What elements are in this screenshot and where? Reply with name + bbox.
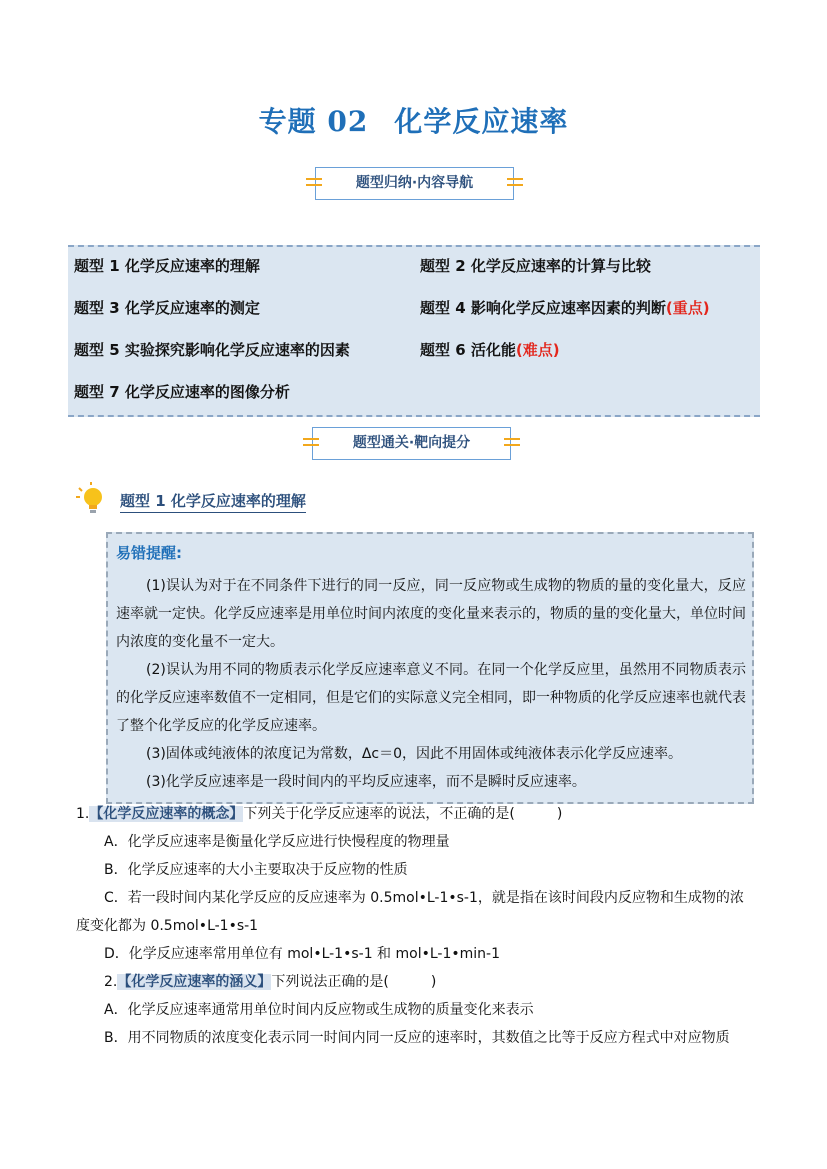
title-text: 化学反应速率 [394,105,569,138]
nav-item-label: 题型 2 化学反应速率的计算与比较 [420,257,651,275]
difficulty-tag: (难点) [515,341,560,359]
question-tag: 【化学反应速率的概念】 [89,806,244,822]
question-tag: 【化学反应速率的涵义】 [117,974,272,990]
nav-item-6[interactable] [420,339,560,360]
nav-item-2[interactable] [420,255,651,276]
tip-paragraph: (1)误认为对于在不同条件下进行的同一反应，同一反应物或生成物的物质的量的变化量大，反应速率就一定快。化学反应速率是用单位时间内浓度的变化量来表示的，物质的量的变化量大，单位时间内浓度的变化量不一定大。 [116,578,746,650]
nav-item-label: 题型 7 化学反应速率的图像分析 [74,383,290,401]
question-text: 下列说法正确的是( ) [271,974,437,990]
lightbulb-icon [76,482,106,518]
question-option: A．化学反应速率通常用单位时间内反应物或生成物的质量变化来表示 [104,1002,534,1018]
banner-right-mark-icon [504,438,520,450]
page-title [0,100,827,140]
tip-title: 易错提醒: [116,544,182,562]
nav-item-3[interactable] [74,297,260,318]
banner-left-mark-icon [306,178,322,190]
key-point-tag: (重点) [665,299,710,317]
question-text: 下列关于化学反应速率的说法，不正确的是( ) [243,806,563,822]
question-option: B．用不同物质的浓度变化表示同一时间内同一反应的速率时，其数值之比等于反应方程式中对应物质 [104,1030,730,1046]
nav-item-label: 题型 4 影响化学反应速率因素的判断 [420,299,666,317]
question-number: 1. [76,806,90,822]
nav-item-label: 题型 6 活化能 [420,341,516,359]
tip-paragraph: (2)误认为用不同的物质表示化学反应速率意义不同。在同一个化学反应里，虽然用不同物质表示的化学反应速率数值不一定相同，但是它们的实际意义完全相同，即一种物质的化学反应速率也就代表了整个化学反应的化学反应速率。 [116,662,746,734]
question-stem [76,800,756,828]
question-stem [76,968,756,996]
nav-banner [315,167,514,200]
nav-item-1[interactable] [74,255,260,276]
content-navigation [68,245,760,417]
nav-item-label: 题型 1 化学反应速率的理解 [74,257,260,275]
practice-banner [312,427,511,460]
question-option: C．若一段时间内某化学反应的反应速率为 0.5mol•L-1•s-1，就是指在该时间段内反应物和生成物的浓度变化都为 0.5mol•L-1•s-1 [76,890,744,934]
nav-item-label: 题型 3 化学反应速率的测定 [74,299,260,317]
tip-paragraph: (3)化学反应速率是一段时间内的平均反应速率，而不是瞬时反应速率。 [146,774,586,790]
question-option: B．化学反应速率的大小主要取决于反应物的性质 [104,862,408,878]
banner-left-mark-icon [303,438,319,450]
tip-paragraph: (3)固体或纯液体的浓度记为常数，Δc＝0，因此不用固体或纯液体表示化学反应速率。 [146,746,683,762]
practice-banner-label: 题型通关·靶向提分 [352,435,471,451]
question-number: 2. [104,974,118,990]
section-title: 题型 1 化学反应速率的理解 [120,490,306,513]
question-option: A．化学反应速率是衡量化学反应进行快慢程度的物理量 [104,834,450,850]
error-tip-box [106,532,754,804]
question-option: D．化学反应速率常用单位有 mol•L-1•s-1 和 mol•L-1•min-1 [104,946,500,962]
banner-right-mark-icon [507,178,523,190]
nav-item-7[interactable] [74,381,290,402]
nav-item-5[interactable] [74,339,350,360]
nav-item-label: 题型 5 实验探究影响化学反应速率的因素 [74,341,350,359]
title-number: 专题 02 [258,105,369,138]
nav-item-4[interactable] [420,297,710,318]
nav-banner-label: 题型归纳·内容导航 [355,175,474,191]
